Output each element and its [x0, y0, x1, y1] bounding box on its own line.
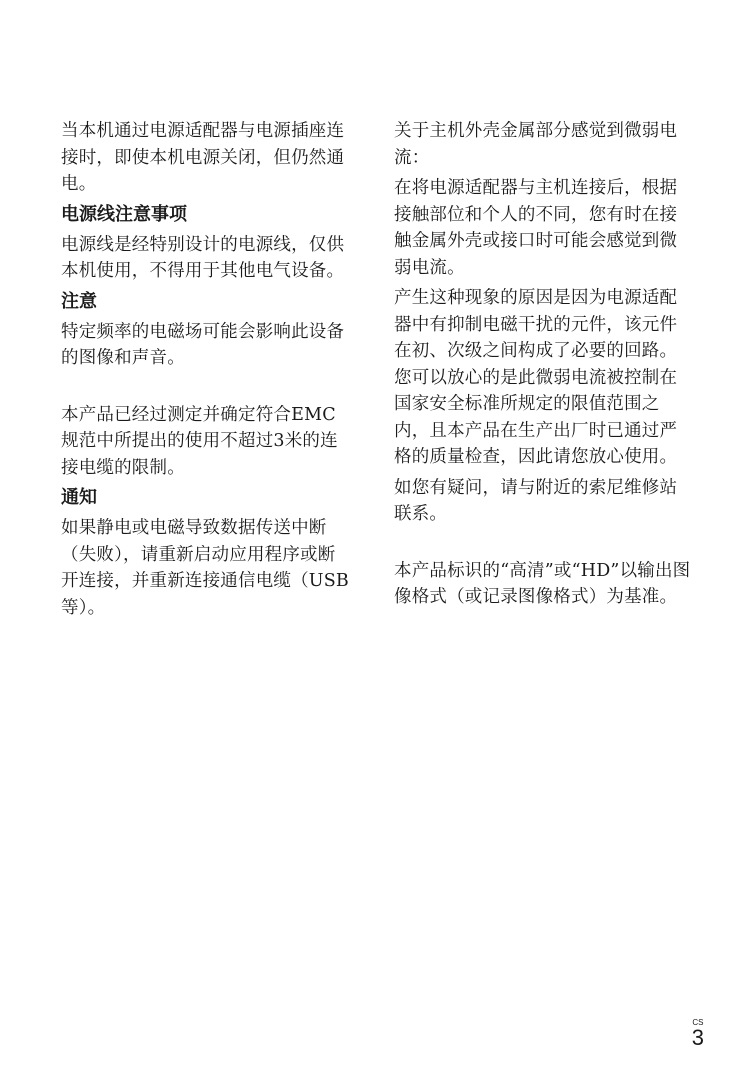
heading-caution: 注意	[61, 290, 97, 312]
page-number-digit: 3	[691, 1025, 704, 1050]
paragraph-power-connection: 当本机通过电源适配器与电源插座连接时，即使本机电源关闭，但仍然通电。	[61, 121, 345, 194]
paragraph-emc: 本产品已经过测定并确定符合EMC规范中所提出的使用不超过3米的连接电缆的限制。	[61, 404, 338, 478]
heading-power-cord-notes: 电源线注意事项	[61, 203, 187, 225]
paragraph-contact: 如您有疑问，请与附近的索尼维修站联系。	[394, 477, 678, 524]
spacer	[61, 376, 351, 402]
paragraph-electromagnetic-field: 特定频率的电磁场可能会影响此设备的图像和声音。	[61, 321, 345, 368]
spacer	[394, 532, 694, 558]
heading-notice: 通知	[61, 487, 97, 508]
paragraph-power-cord: 电源线是经特别设计的电源线，仅供本机使用，不得用于其他电气设备。	[61, 234, 345, 281]
paragraph-cause: 产生这种现象的原因是因为电源适配器中有抑制电磁干扰的元件，该元件在初、次级之间构成了必要的回路。您可以放心的是此微弱电流被控制在国家安全标准所规定的限值范围之内，且本产品在生产出厂时已通过严格的质量检查，因此请您放心使用。	[394, 288, 678, 467]
page-language-code: CS	[692, 1018, 704, 1027]
paragraph-data-transfer: 如果静电或电磁导致数据传送中断（失败），请重新启动应用程序或断开连接，并重新连接通信电缆（USB等）。	[61, 518, 349, 618]
paragraph-hd-label: 本产品标识的“高清”或“HD”以输出图像格式（或记录图像格式）为基准。	[394, 560, 691, 607]
left-column	[61, 118, 351, 625]
page-number	[692, 1018, 704, 1049]
right-column	[394, 118, 694, 615]
paragraph-weak-current: 在将电源适配器与主机连接后，根据接触部位和个人的不同，您有时在接触金属外壳或接口时可能会感觉到微弱电流。	[394, 178, 678, 278]
paragraph-weak-current-title: 关于主机外壳金属部分感觉到微弱电流：	[394, 121, 678, 168]
